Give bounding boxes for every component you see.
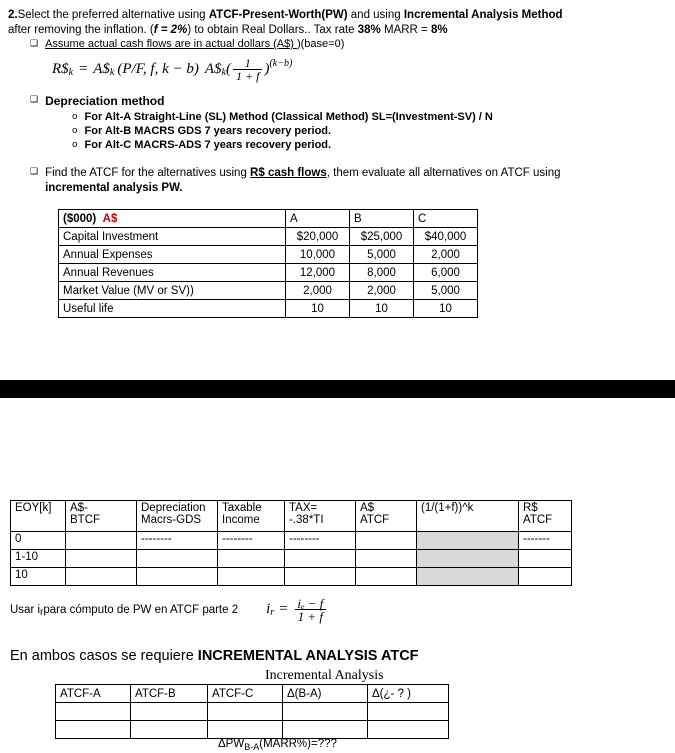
table-row [11, 532, 572, 550]
table-header-cell-a: A [286, 210, 350, 228]
bullet-depreciation-method [30, 94, 630, 108]
circle-bullet-icon: o [72, 126, 78, 136]
cell-atcf-c-r1[interactable] [208, 703, 283, 721]
cell-market-value-b: 2,000 [350, 282, 414, 300]
cell-factor-0[interactable] [417, 532, 519, 550]
circle-bullet-icon: o [72, 140, 78, 150]
table-row [59, 300, 478, 318]
header-r-atcf-line1: R$ [523, 502, 538, 514]
table-row [59, 246, 478, 264]
header-delta-unknown: Δ(¿- ? ) [368, 685, 449, 703]
sub-bullet-alt-c [72, 139, 652, 152]
eq-equals: = [78, 61, 89, 77]
cell-atcf-b-r1[interactable] [131, 703, 208, 721]
header-a-atcf-line1: A$ [360, 502, 375, 514]
table-row [56, 703, 449, 721]
intro-tax-rate: 38% [357, 24, 381, 36]
header-discount-factor: (1/(1+f))^k [417, 501, 519, 532]
cell-market-value-c: 5,000 [414, 282, 478, 300]
cell-btcf-10[interactable] [66, 568, 137, 586]
delta-pw-suffix: (MARR%)=??? [259, 738, 337, 750]
cell-a-atcf-0[interactable] [356, 532, 417, 550]
header-depreciation [137, 501, 218, 532]
cell-delta-b-a-r2[interactable] [283, 721, 368, 739]
cell-annual-expenses-a: 10,000 [286, 246, 350, 264]
header-depreciation-line2: Macrs-GDS [141, 514, 202, 526]
ir-fraction [294, 598, 326, 623]
intro-marr: 8% [430, 24, 448, 36]
header-taxable-income [218, 501, 285, 532]
cell-btcf-0[interactable] [66, 532, 137, 550]
intro-text-1: Select the preferred alternative using [17, 9, 209, 21]
usar-note [10, 597, 328, 622]
cash-flow-table [58, 209, 478, 318]
bullet-1-rest: )(base=0) [296, 38, 345, 50]
cell-useful-life-b: 10 [350, 300, 414, 318]
header-tax-line1: TAX= [289, 502, 318, 514]
intro-text-2: and using [347, 9, 404, 21]
ir-numerator: iₑ − f [297, 596, 324, 611]
eq-paren-open: ( [226, 61, 231, 77]
cell-atcf-c-r2[interactable] [208, 721, 283, 739]
cell-a-atcf-10[interactable] [356, 568, 417, 586]
bullet-3-text [45, 166, 560, 196]
square-bullet-icon: ❑ [30, 39, 39, 49]
table-header-cell-title [59, 210, 286, 228]
table-row [59, 228, 478, 246]
table-header-row [56, 685, 449, 703]
header-depreciation-line1: Depreciation [141, 502, 206, 514]
intro-incremental-method: Incremental Analysis Method [403, 9, 563, 21]
header-a-dollar-label: A$ [102, 212, 118, 225]
bullet-find-atcf [30, 166, 670, 196]
bullet-3-part-2: , them evaluate all alternatives on ATCF using [326, 167, 561, 179]
usar-subscript: r [40, 607, 44, 618]
incremental-analysis-title: Incremental Analysis [265, 668, 384, 683]
cell-eoy-1-10: 1-10 [11, 550, 66, 568]
eq-lhs-sub: k [68, 67, 74, 78]
delta-pw-footer [218, 738, 337, 750]
row-label-market-value: Market Value (MV or SV)) [59, 282, 286, 300]
cell-market-value-a: 2,000 [286, 282, 350, 300]
cell-annual-revenues-a: 12,000 [286, 264, 350, 282]
header-a-atcf [356, 501, 417, 532]
eq-a1-sub: k [109, 67, 115, 78]
ir-equals: = [278, 601, 289, 617]
cell-delta-unknown-r1[interactable] [368, 703, 449, 721]
sub-bullet-alt-a-text: For Alt-A Straight-Line (SL) Method (Classical Method) SL=(Investment-SV) / N [84, 111, 493, 123]
incremental-analysis-table [55, 684, 449, 739]
table-row [59, 264, 478, 282]
ambos-casos-line [10, 648, 419, 664]
header-btcf-line2: BTCF [70, 514, 101, 526]
cell-annual-expenses-c: 2,000 [414, 246, 478, 264]
cell-delta-unknown-r2[interactable] [368, 721, 449, 739]
cell-factor-10[interactable] [417, 568, 519, 586]
sub-bullet-alt-b [72, 125, 652, 138]
cell-depreciation-10[interactable] [137, 568, 218, 586]
header-r-atcf [519, 501, 572, 532]
cell-r-atcf-1-10[interactable] [519, 550, 572, 568]
sub-bullet-alt-c-text: For Alt-C MACRS-ADS 7 years recovery period. [84, 139, 332, 151]
cell-eoy-0: 0 [11, 532, 66, 550]
square-bullet-icon: ❑ [30, 167, 39, 177]
bullet-1-underlined: Assume actual cash flows are in actual dollars (A$) [45, 38, 297, 50]
real-interest-equation [266, 597, 328, 622]
cell-useful-life-c: 10 [414, 300, 478, 318]
usar-text-1: Usar i [10, 603, 41, 616]
table-header-row [59, 210, 478, 228]
cell-capital-investment-c: $40,000 [414, 228, 478, 246]
cell-atcf-a-r2[interactable] [56, 721, 131, 739]
eq-exponent: (k−b) [269, 58, 293, 69]
cell-capital-investment-a: $20,000 [286, 228, 350, 246]
cell-atcf-a-r1[interactable] [56, 703, 131, 721]
cell-r-atcf-10[interactable] [519, 568, 572, 586]
intro-atcf-pw: ATCF-Present-Worth(PW) [208, 9, 348, 21]
bullet-3-part-3: incremental analysis PW. [45, 182, 183, 194]
ambos-incremental-analysis: INCREMENTAL ANALYSIS ATCF [197, 648, 419, 664]
bullet-3-rs-cashflows: R$ cash flows [250, 167, 327, 179]
row-label-annual-expenses: Annual Expenses [59, 246, 286, 264]
cell-factor-1-10[interactable] [417, 550, 519, 568]
cell-capital-investment-b: $25,000 [350, 228, 414, 246]
header-taxable-line1: Taxable [222, 502, 262, 514]
bullet-3-part-1: Find the ATCF for the alternatives using [45, 167, 251, 179]
cell-r-atcf-0[interactable]: ------- [519, 532, 572, 550]
real-dollar-equation [52, 57, 292, 82]
eq-a2-sub: k [221, 67, 226, 78]
bullet-assume-cashflows [30, 38, 630, 51]
atcf-worksheet-table [10, 500, 572, 586]
eq-pf-factor: (P/F, f, k − b) [117, 61, 199, 77]
row-label-capital-investment: Capital Investment [59, 228, 286, 246]
cell-taxable-0[interactable]: -------- [218, 532, 285, 550]
intro-inflation-rate: f = 2% [153, 24, 188, 36]
cell-annual-revenues-c: 6,000 [414, 264, 478, 282]
header-taxable-line2: Income [222, 514, 260, 526]
square-bullet-icon: ❑ [30, 95, 39, 105]
header-r-atcf-line2: ATCF [523, 514, 553, 526]
cell-tax-10[interactable] [285, 568, 356, 586]
header-tax [285, 501, 356, 532]
intro-paragraph [8, 8, 668, 38]
eq-lhs: R$ [52, 61, 69, 77]
cell-tax-1-10[interactable] [285, 550, 356, 568]
table-row [56, 721, 449, 739]
cell-depreciation-1-10[interactable] [137, 550, 218, 568]
cell-a-atcf-1-10[interactable] [356, 550, 417, 568]
ir-lhs: i [266, 601, 271, 617]
sub-bullet-alt-a [72, 111, 652, 124]
cell-annual-revenues-b: 8,000 [350, 264, 414, 282]
eq-a2: A$ [204, 61, 222, 77]
intro-text-3: after removing the inflation. ( [8, 24, 154, 36]
cell-eoy-10: 10 [11, 568, 66, 586]
cell-atcf-b-r2[interactable] [131, 721, 208, 739]
header-btcf [66, 501, 137, 532]
header-atcf-a: ATCF-A [56, 685, 131, 703]
cell-btcf-1-10[interactable] [66, 550, 137, 568]
table-header-cell-c: C [414, 210, 478, 228]
cell-delta-b-a-r1[interactable] [283, 703, 368, 721]
black-divider-bar [0, 380, 675, 398]
header-btcf-line1: A$- [70, 502, 88, 514]
header-delta-b-a: Δ(B-A) [283, 685, 368, 703]
header-tax-line2: -.38*TI [289, 514, 324, 526]
delta-pw-subscript: B-A [244, 742, 260, 752]
eq-frac-numerator: 1 [244, 56, 251, 70]
cell-annual-expenses-b: 5,000 [350, 246, 414, 264]
question-number: 2. [8, 9, 18, 21]
header-atcf-c: ATCF-C [208, 685, 283, 703]
usar-text-2: para cómputo de PW en ATCF parte 2 [43, 603, 239, 616]
cell-tax-0[interactable]: -------- [285, 532, 356, 550]
sub-bullet-alt-b-text: For Alt-B MACRS GDS 7 years recovery period. [84, 125, 332, 137]
ir-lhs-sub: r [270, 607, 275, 618]
table-row [11, 550, 572, 568]
intro-text-4: ) to obtain Real Dollars.. Tax rate [187, 24, 358, 36]
row-label-annual-revenues: Annual Revenues [59, 264, 286, 282]
bullet-1-text [45, 38, 344, 50]
ir-denominator: 1 + f [295, 609, 326, 623]
circle-bullet-icon: o [72, 112, 78, 122]
table-header-cell-b: B [350, 210, 414, 228]
eq-frac-denominator: 1 + f [233, 69, 262, 83]
bullet-2-text: Depreciation method [45, 94, 165, 108]
row-label-useful-life: Useful life [59, 300, 286, 318]
table-header-row [11, 501, 572, 532]
cell-taxable-10[interactable] [218, 568, 285, 586]
header-atcf-b: ATCF-B [131, 685, 208, 703]
eq-paren-close: ) [264, 61, 270, 77]
intro-text-5: MARR = [380, 24, 431, 36]
delta-pw-prefix: ΔPW [218, 738, 245, 750]
table-row [59, 282, 478, 300]
cell-useful-life-a: 10 [286, 300, 350, 318]
eq-a1: A$ [93, 61, 110, 77]
header-eoy: EOY[k] [11, 501, 66, 532]
table-row [11, 568, 572, 586]
ambos-text: En ambos casos se requiere [10, 648, 198, 664]
cell-taxable-1-10[interactable] [218, 550, 285, 568]
eq-fraction [233, 58, 262, 83]
header-a-atcf-line2: ATCF [360, 514, 390, 526]
header-000-label: ($000) [63, 212, 97, 225]
cell-depreciation-0[interactable]: -------- [137, 532, 218, 550]
